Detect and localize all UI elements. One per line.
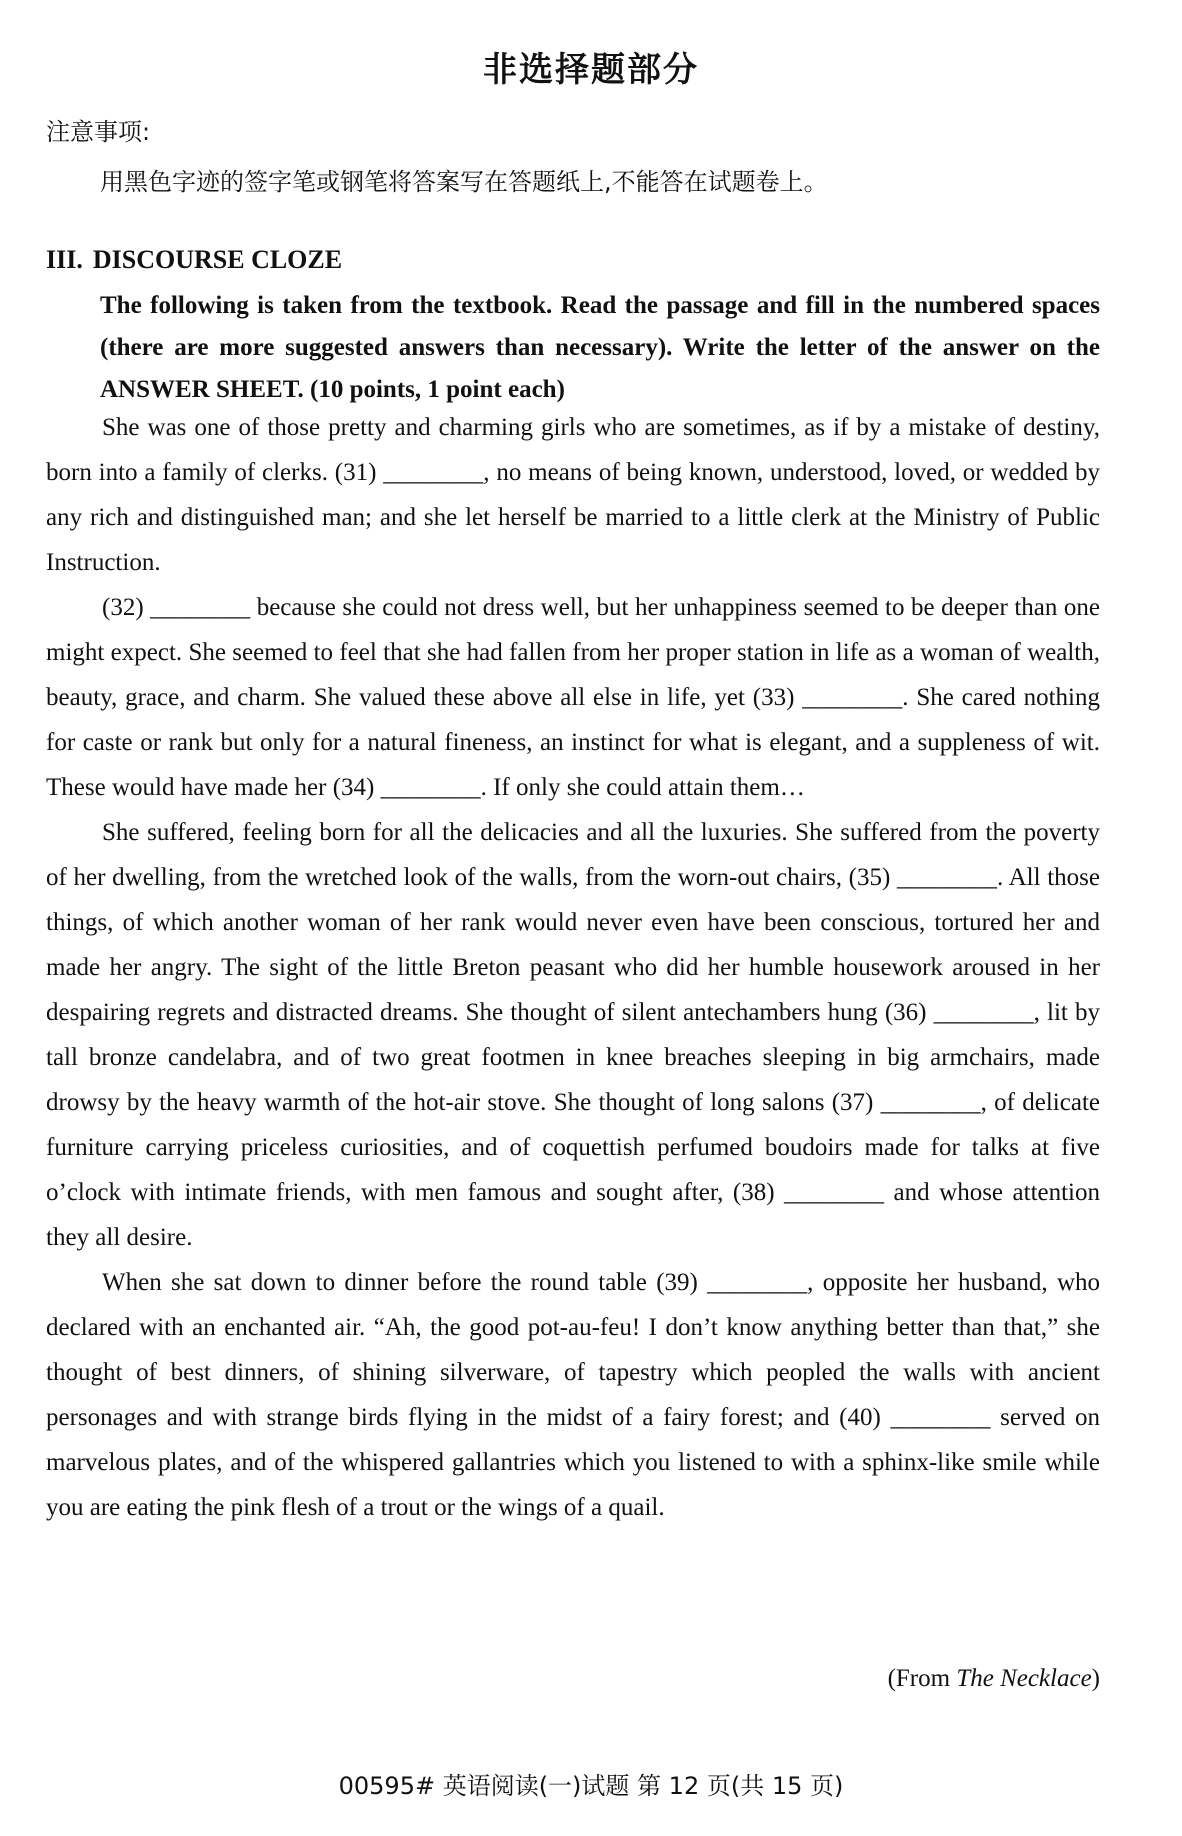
source-title: The Necklace [956,1665,1092,1692]
section-number: III. [46,245,83,274]
passage-paragraph: She was one of those pretty and charming girls who are sometimes, as if by a mistake of destiny, born into a family of clerks. (31) ________, no means of being known, understood, loved, or wedded by any rich and distinguished man; and she let herself be married to a little clerk at the Ministry of Public Instruction. [46,414,1100,576]
passage-paragraph: She suffered, feeling born for all the delicacies and all the luxuries. She suffered from the poverty of her dwelling, from the wretched look of the walls, from the worn-out chairs, (35) ________. All those things, of which another woman of her rank would never even have been conscious, tortured her and made her angry. The sight of the little Breton peasant who did her humble housework aroused in her despairing regrets and distracted dreams. She thought of silent antechambers hung (36) ________, lit by tall bronze candelabra, and of two great footmen in knee breaches sleeping in big armchairs, made drowsy by the heavy warmth of the hot-air stove. She thought of long salons (37) ________, of delicate furniture carrying priceless curiosities, and of coquettish perfumed boudoirs made for talks at five o’clock with intimate friends, with men famous and sought after, (38) ________ and whose attention they all desire. [46,819,1100,1251]
passage-paragraph: When she sat down to dinner before the round table (39) ________, opposite her husband, who declared with an enchanted air. “Ah, the good pot-au-feu! I don’t know anything better than that,” she thought of best dinners, of shining silverware, of tapestry which peopled the walls with ancient personages and with strange birds flying in the midst of a fairy forest; and (40) ________ served on marvelous plates, and of the whispered gallantries which you listened to with a sphinx-like smile while you are eating the pink flesh of a trout or the wings of a quail. [46,1269,1100,1521]
section-heading [46,245,342,275]
notice-heading: 注意事项: [46,118,151,146]
cloze-passage [46,405,1100,1530]
notice-text: 用黑色字迹的签字笔或钢笔将答案写在答题纸上,不能答在试题卷上。 [100,168,828,196]
source-prefix: (From [887,1665,957,1692]
section-title: DISCOURSE CLOZE [92,245,343,274]
page-title: 非选择题部分 [483,50,699,90]
page-footer: 00595# 英语阅读(一)试题 第 12 页(共 15 页) [338,1772,844,1800]
source-suffix: ) [1091,1665,1100,1692]
section-instructions: The following is taken from the textbook. Read the passage and fill in the numbered spaces (there are more suggested answers than necessary). Write the letter of the answer on the ANSWER SHEET. (10 points, 1 point each) [100,292,1100,403]
passage-paragraph: (32) ________ because she could not dress well, but her unhappiness seemed to be deeper than one might expect. She seemed to feel that she had fallen from her proper station in life as a woman of wealth, beauty, grace, and charm. She valued these above all else in life, yet (33) ________. She cared nothing for caste or rank but only for a natural fineness, an instinct for what is elegant, and a suppleness of wit. These would have made her (34) ________. If only she could attain them… [46,594,1100,801]
passage-source [888,1665,1100,1693]
